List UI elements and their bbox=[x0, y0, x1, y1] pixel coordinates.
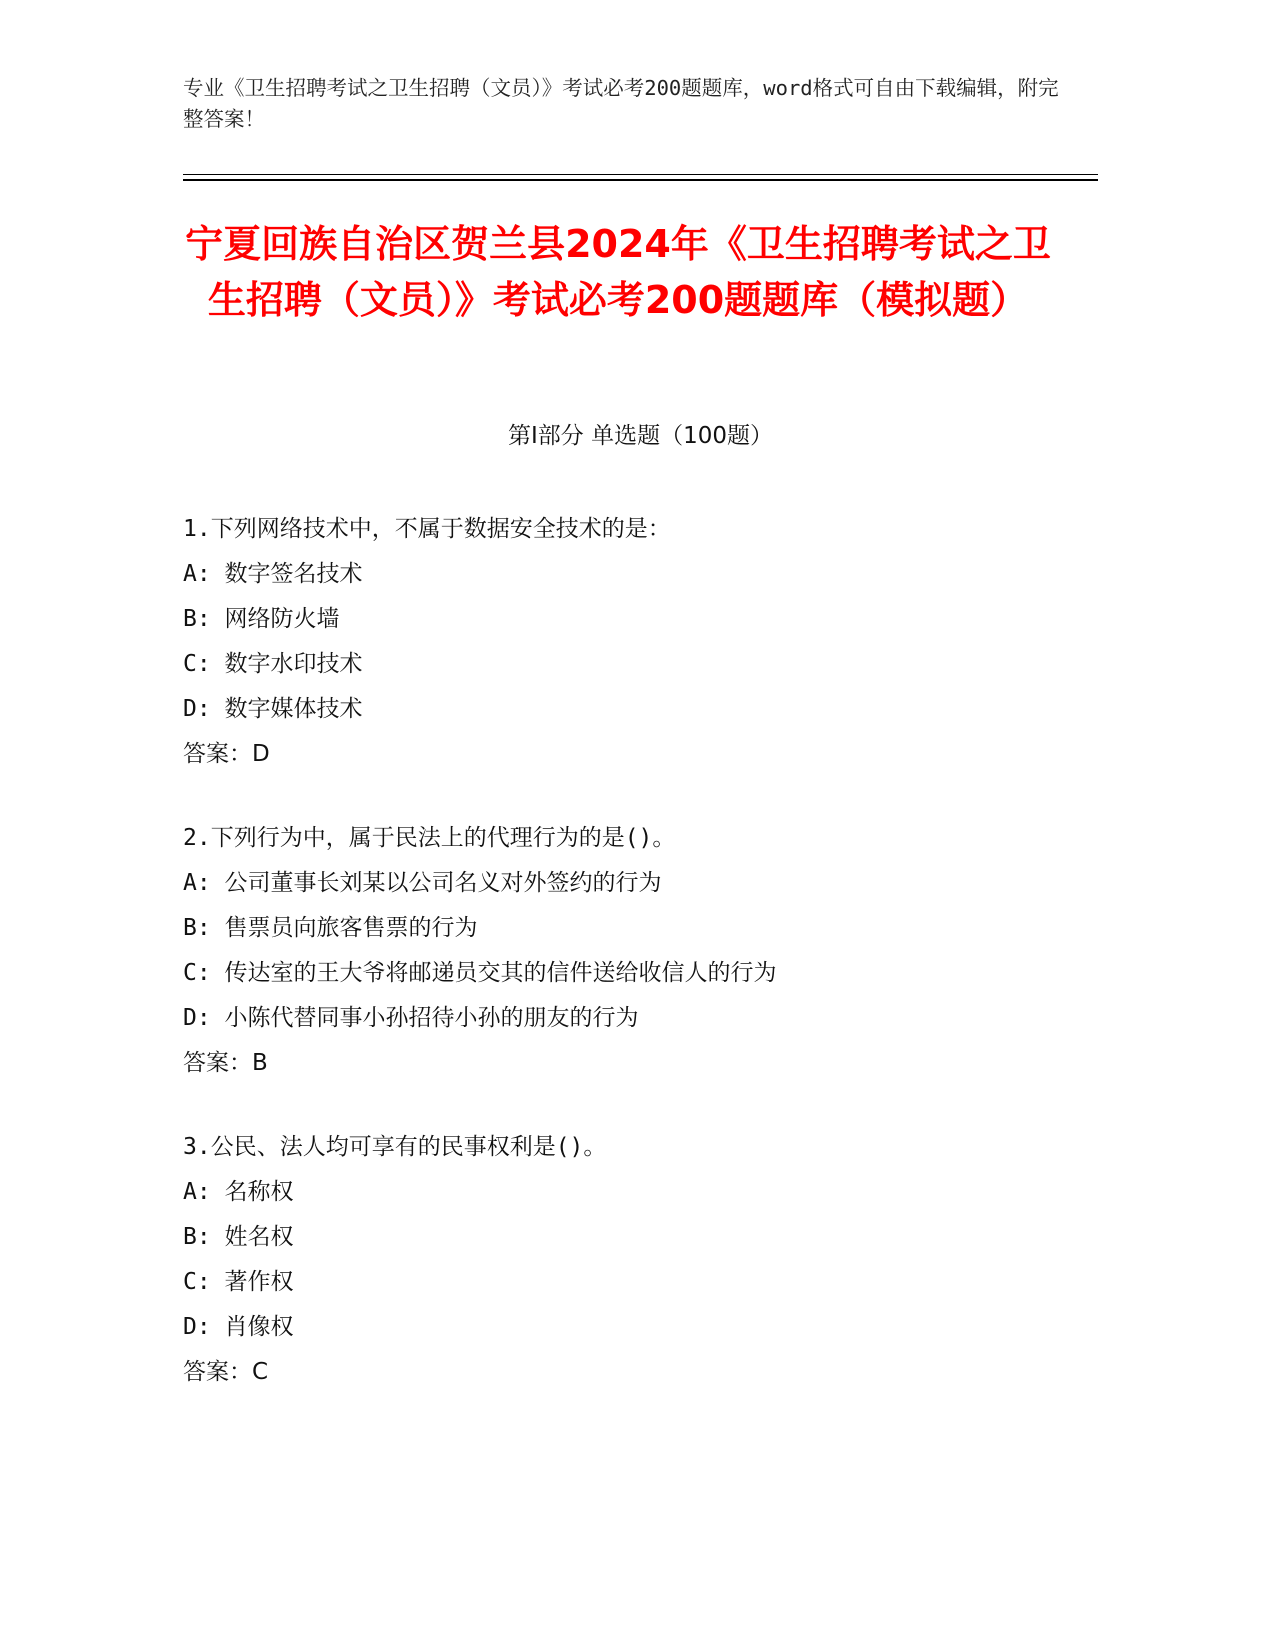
question-stem: 2.下列行为中，属于民法上的代理行为的是()。 bbox=[183, 825, 676, 851]
question-item bbox=[183, 507, 1098, 777]
option-a: A: 公司董事长刘某以公司名义对外签约的行为 bbox=[183, 870, 662, 896]
question-list bbox=[183, 507, 1098, 1434]
header-divider-thick bbox=[183, 179, 1098, 181]
document-title: 宁夏回族自治区贺兰县2024年《卫生招聘考试之卫生招聘（文员）》考试必考200题题库（模拟题） bbox=[185, 222, 1051, 322]
answer-line: 答案：C bbox=[183, 1359, 269, 1385]
question-item bbox=[183, 816, 1098, 1086]
question-stem: 3.公民、法人均可享有的民事权利是()。 bbox=[183, 1134, 607, 1160]
header-divider-thin bbox=[183, 174, 1098, 175]
section-heading: 第Ⅰ部分 单选题（100题） bbox=[508, 423, 773, 449]
option-d: D: 数字媒体技术 bbox=[183, 696, 363, 722]
answer-line: 答案：B bbox=[183, 1050, 268, 1076]
answer-line: 答案：D bbox=[183, 741, 270, 767]
header-note: 专业《卫生招聘考试之卫生招聘（文员）》考试必考200题题库，word格式可自由下载编辑，附完整答案！ bbox=[183, 76, 1059, 131]
option-d: D: 肖像权 bbox=[183, 1314, 294, 1340]
option-c: C: 数字水印技术 bbox=[183, 651, 363, 677]
option-b: B: 售票员向旅客售票的行为 bbox=[183, 915, 478, 941]
option-b: B: 姓名权 bbox=[183, 1224, 294, 1250]
option-a: A: 数字签名技术 bbox=[183, 561, 363, 587]
option-b: B: 网络防火墙 bbox=[183, 606, 340, 632]
option-a: A: 名称权 bbox=[183, 1179, 294, 1205]
question-stem: 1.下列网络技术中，不属于数据安全技术的是： bbox=[183, 516, 671, 542]
option-c: C: 传达室的王大爷将邮递员交其的信件送给收信人的行为 bbox=[183, 960, 777, 986]
option-d: D: 小陈代替同事小孙招待小孙的朋友的行为 bbox=[183, 1005, 639, 1031]
option-c: C: 著作权 bbox=[183, 1269, 294, 1295]
question-item bbox=[183, 1125, 1098, 1395]
